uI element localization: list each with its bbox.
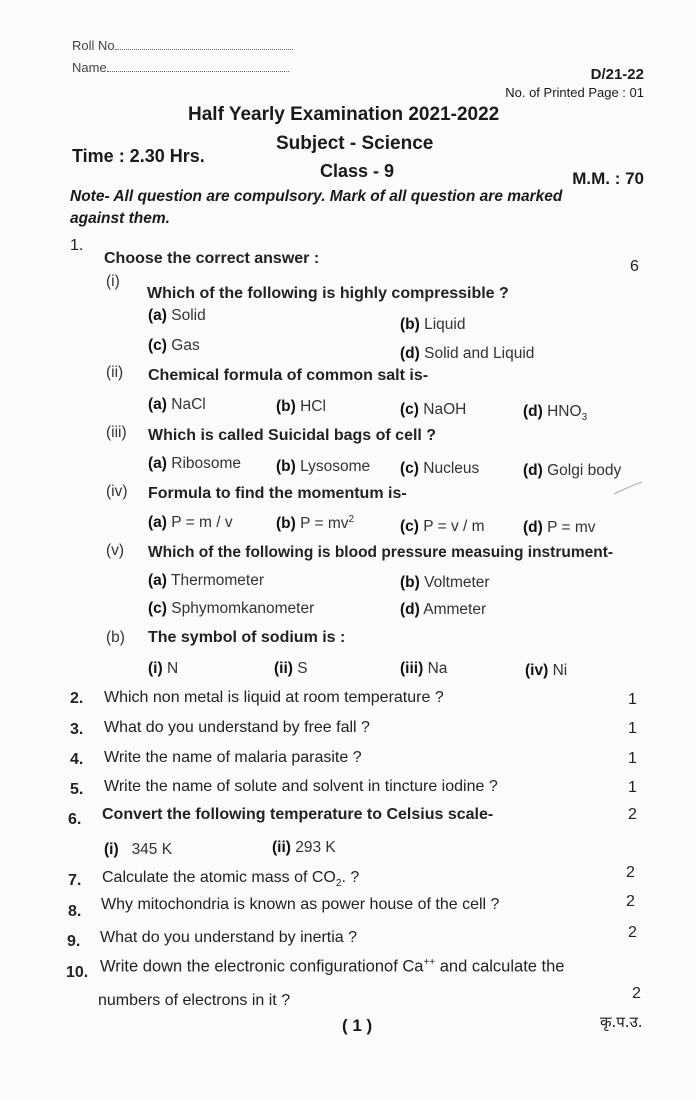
name-label: Name — [72, 60, 107, 75]
question-text: Convert the following temperature to Celsius scale- — [102, 806, 494, 823]
option-text: Liquid — [424, 316, 466, 333]
option-text: Golgi body — [547, 462, 622, 479]
option-label: (b) — [400, 316, 420, 333]
option-label: (c) — [400, 518, 419, 535]
superscript: ++ — [423, 957, 436, 968]
sub-label: (ii) — [272, 839, 291, 856]
question-number: 8. — [68, 903, 82, 920]
q1-iv-label: (iv) — [106, 483, 128, 500]
option-text: HCl — [300, 398, 326, 415]
option-label: (c) — [148, 600, 167, 617]
option-text: Ni — [552, 662, 568, 679]
option-label: (ii) — [274, 660, 293, 677]
option-text: NaCl — [171, 396, 206, 413]
option-label: (a) — [148, 396, 167, 413]
option-label: (a) — [148, 455, 167, 472]
option-label: (d) — [523, 462, 543, 479]
question-text: Write the name of solute and solvent in tincture iodine ? — [104, 778, 498, 795]
question-text: Write the name of malaria parasite ? — [104, 749, 362, 766]
option-text: P = v / m — [423, 518, 485, 535]
subject-title: Subject - Science — [276, 133, 434, 154]
option-text: Voltmeter — [424, 574, 490, 591]
subscript: 3 — [581, 412, 588, 424]
option-label: (iv) — [525, 662, 549, 679]
option-label: (b) — [276, 398, 296, 415]
question-marks: 2 — [626, 893, 635, 910]
option-text: Na — [427, 660, 448, 677]
time-allowed: Time : 2.30 Hrs. — [72, 146, 205, 166]
q1-iv-text: Formula to find the momentum is- — [148, 485, 407, 502]
option-text: Ammeter — [423, 601, 487, 618]
option-label: (d) — [400, 345, 420, 362]
option-text: Lysosome — [300, 458, 371, 475]
question-text: Which non metal is liquid at room temperature ? — [104, 689, 444, 706]
option-text: Solid — [171, 307, 206, 324]
question-text: What do you understand by inertia ? — [100, 929, 358, 946]
question-marks: 1 — [628, 750, 637, 767]
question-number: 10. — [66, 964, 89, 981]
option-text: Nucleus — [423, 460, 480, 477]
option-label: (a) — [148, 514, 167, 531]
pto-mark: कृ.प.उ. — [600, 1013, 643, 1031]
option-label: (d) — [523, 403, 543, 420]
option-label: (a) — [148, 572, 167, 589]
question-text: What do you understand by free fall ? — [104, 719, 370, 736]
paper-code: D/21-22 — [590, 66, 644, 83]
question-marks: 1 — [628, 720, 637, 737]
option-text: P = m / v — [171, 514, 233, 531]
q1-i-label: (i) — [106, 273, 120, 290]
exam-title: Half Yearly Examination 2021-2022 — [188, 104, 500, 125]
page-number: ( 1 ) — [342, 1016, 373, 1035]
question-number: 2. — [70, 690, 84, 707]
q1-ii-text: Chemical formula of common salt is- — [148, 367, 429, 384]
sub-label: (i) — [104, 841, 119, 858]
max-marks: M.M. : 70 — [572, 169, 644, 188]
question-text: Write down the electronic configurationof Ca — [100, 957, 424, 976]
name-field — [72, 60, 289, 75]
question-text-line2: numbers of electrons in it ? — [98, 992, 291, 1009]
question-number: 9. — [67, 933, 81, 950]
option-label: (c) — [400, 401, 419, 418]
question-number: 4. — [70, 751, 84, 768]
option-text: P = mv — [547, 519, 596, 536]
option-text: P = mv — [300, 515, 349, 533]
question-number: 3. — [70, 721, 84, 738]
option-text: HNO — [547, 403, 582, 420]
option-text: Gas — [171, 337, 200, 354]
class-label: Class - 9 — [320, 161, 395, 181]
q1-vi-label: (b) — [106, 629, 125, 646]
question-text: Calculate the atomic mass of CO — [102, 869, 336, 886]
option-text: Ribosome — [171, 455, 242, 472]
option-label: (a) — [148, 307, 167, 324]
option-label: (c) — [148, 337, 167, 354]
question-text: Why mitochondria is known as power house of the cell ? — [101, 896, 500, 913]
q1-iii-label: (iii) — [106, 424, 127, 441]
option-label: (iii) — [400, 660, 424, 677]
question-number: 6. — [68, 811, 82, 828]
sub-text: 293 K — [295, 839, 336, 856]
option-text: Solid and Liquid — [424, 345, 535, 362]
question-text-after: . ? — [341, 869, 360, 886]
q1-number: 1. — [70, 237, 84, 254]
q1-ii-label: (ii) — [106, 364, 124, 381]
roll-no-blank — [115, 39, 293, 50]
question-marks: 1 — [628, 779, 637, 796]
sub-text: 345 K — [131, 841, 173, 858]
question-marks: 1 — [628, 691, 637, 708]
printed-pages: No. of Printed Page : 01 — [505, 85, 644, 100]
note-line-1: Note- All question are compulsory. Mark of all question are marked — [70, 188, 563, 205]
option-text: Thermometer — [170, 572, 265, 589]
subscript: 2 — [335, 878, 342, 890]
q1-title: Choose the correct answer : — [104, 250, 320, 267]
question-marks: 2 — [628, 924, 637, 941]
roll-no-field — [72, 38, 293, 53]
option-text: S — [297, 660, 308, 677]
option-label: (c) — [400, 460, 419, 477]
option-label: (b) — [400, 574, 420, 591]
pen-mark — [612, 478, 646, 498]
superscript: 2 — [348, 514, 355, 525]
question-text-7 — [102, 869, 359, 889]
q1-iii-text: Which is called Suicidal bags of cell ? — [148, 427, 437, 444]
question-text-after: and calculate the — [435, 957, 565, 976]
name-blank — [107, 61, 289, 72]
roll-no-label: Roll No — [72, 38, 115, 53]
question-marks: 2 — [626, 864, 635, 881]
note-line-2: against them. — [70, 210, 170, 227]
option-text: N — [166, 660, 179, 677]
q1-marks: 6 — [630, 258, 639, 275]
option-text: Sphymomkanometer — [171, 600, 315, 617]
q1-i-text: Which of the following is highly compressible ? — [147, 285, 509, 302]
question-marks: 2 — [628, 806, 637, 823]
option-label: (b) — [276, 458, 296, 475]
q1-v-text: Which of the following is blood pressure measuing instrument- — [148, 544, 614, 561]
question-number: 5. — [70, 781, 84, 798]
option-label: (b) — [276, 515, 296, 533]
question-marks: 2 — [632, 985, 641, 1002]
q1-vi-text: The symbol of sodium is : — [148, 629, 346, 646]
question-text-10 — [100, 957, 564, 977]
option-label: (i) — [148, 660, 163, 677]
option-label: (d) — [400, 601, 420, 618]
q1-v-label: (v) — [106, 542, 125, 559]
option-label: (d) — [523, 519, 543, 536]
option-text: NaOH — [423, 401, 467, 418]
question-number: 7. — [68, 872, 82, 889]
